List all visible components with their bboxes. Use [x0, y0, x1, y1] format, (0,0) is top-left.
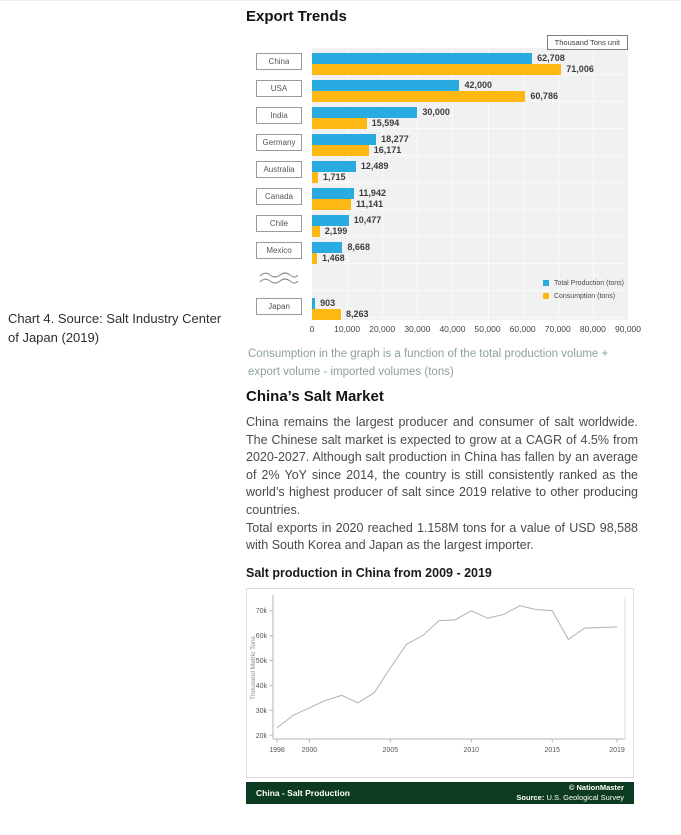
footer-chart-name: China - Salt Production [256, 788, 350, 798]
salt-production-line-chart [246, 588, 634, 778]
bar-line [312, 64, 628, 75]
country-label: Mexico [256, 242, 302, 259]
bar-row [246, 183, 628, 210]
legend [543, 280, 624, 300]
x-axis-tick: 0 [309, 324, 315, 334]
bar-line [312, 253, 628, 264]
bar-line [312, 107, 628, 118]
bar-group [312, 188, 628, 210]
bar-line [312, 118, 628, 129]
x-axis-tick: 30,000 [404, 324, 431, 334]
axis-break-icon [258, 270, 300, 288]
bar-value: 60,786 [530, 91, 558, 101]
bar-value: 62,708 [537, 53, 565, 63]
x-axis-tick: 70,000 [544, 324, 571, 334]
bar [312, 161, 356, 172]
y-tick-label: 30k [255, 707, 267, 715]
bar-group [312, 107, 628, 129]
export-bar-chart [246, 38, 641, 348]
bar-row [246, 156, 628, 183]
bar [312, 64, 561, 75]
country-label-cell [246, 134, 312, 156]
bar [312, 309, 341, 320]
bar-group [312, 134, 628, 156]
x-tick-label: 1998 [269, 747, 285, 754]
x-axis-tick: 90,000 [615, 324, 641, 334]
y-tick-label: 20k [255, 732, 267, 740]
bar-line [312, 188, 628, 199]
country-label: Chile [256, 215, 302, 232]
line-chart-footer-bar [246, 782, 634, 804]
bar [312, 253, 317, 264]
bar-line [312, 298, 628, 309]
y-tick-label: 60k [255, 633, 267, 641]
bar-line [312, 80, 628, 91]
bar-value: 16,171 [373, 145, 402, 155]
x-axis-tick: 40,000 [439, 324, 466, 334]
bar [312, 107, 417, 118]
bar-row [246, 293, 628, 320]
bar-line [312, 242, 628, 253]
bar-row [246, 129, 628, 156]
x-axis-tick: 80,000 [579, 324, 606, 334]
bar-line [312, 161, 628, 172]
country-label: Canada [256, 188, 302, 205]
bar [312, 188, 354, 199]
bar-value: 15,594 [371, 118, 400, 128]
bar-line [312, 226, 628, 237]
section-title-china-salt-market: China’s Salt Market [246, 388, 384, 405]
y-axis-title: Thousand Metric Tons [250, 636, 257, 700]
bar-line [312, 145, 628, 156]
footer-brand: © NationMaster [568, 782, 624, 792]
bar-group [312, 53, 628, 75]
x-axis-tick: 50,000 [474, 324, 501, 334]
x-tick-label: 2019 [609, 747, 625, 754]
bar-value: 42,000 [464, 80, 492, 90]
bar-group [312, 80, 628, 102]
footer-source-value: U.S. Geological Survey [546, 793, 624, 802]
bar [312, 145, 369, 156]
bar-line [312, 309, 628, 320]
x-tick-label: 2000 [301, 747, 318, 754]
footer-attribution [516, 783, 624, 804]
bar-value: 30,000 [422, 107, 450, 117]
bar-value: 8,668 [347, 242, 370, 252]
bar-line [312, 53, 628, 64]
x-tick-label: 2015 [544, 747, 561, 754]
chart-caption: Chart 4. Source: Salt Industry Center of Japan (2019) [8, 311, 222, 345]
bar-value: 8,263 [346, 309, 369, 319]
bar-line [312, 172, 628, 183]
bar-value: 2,199 [324, 226, 348, 236]
bar [312, 199, 351, 210]
bar-value: 1,715 [323, 172, 346, 182]
bar-line [312, 91, 628, 102]
chart-note: Consumption in the graph is a function of the total production volume + export volume - imported volumes (tons) [248, 348, 609, 378]
bar [312, 172, 318, 183]
bar-chart-x-axis [246, 324, 641, 336]
x-tick-label: 2010 [463, 747, 480, 754]
bar-group [312, 242, 628, 264]
footer-source-label: Source: [516, 793, 545, 802]
bar-group [312, 215, 628, 237]
bar [312, 298, 315, 309]
country-label-cell [246, 80, 312, 102]
country-label: India [256, 107, 302, 124]
production-line-series [277, 606, 617, 728]
paragraph-1: China remains the largest producer and consumer of salt worldwide. The Chinese salt market is expected to grow at a CAGR of 4.5% from 2020-2027. Although salt production in China has fallen by an average of 2% YoY since 2014, the country is still consistently ranked as the world’s highest producer of salt since 2019 relative to other producing countries. [246, 415, 638, 517]
x-axis-tick: 20,000 [369, 324, 396, 334]
country-label: Germany [256, 134, 302, 151]
line-chart-title: Salt production in China from 2009 - 2019 [246, 566, 492, 580]
bar-value: 71,006 [566, 64, 594, 74]
country-label-cell [246, 107, 312, 129]
main-column [246, 0, 641, 835]
bar-value: 18,277 [381, 134, 409, 144]
bar-row [246, 102, 628, 129]
bar-line [312, 199, 628, 210]
bar-chart-rows [246, 48, 628, 320]
body-text [246, 414, 638, 555]
bar-line [312, 215, 628, 226]
country-label: Japan [256, 298, 302, 315]
country-label-cell [246, 242, 312, 264]
legend-swatch [543, 280, 549, 286]
bar-value: 10,477 [353, 215, 382, 225]
bar [312, 242, 342, 253]
bar [312, 91, 525, 102]
bar-row [246, 48, 628, 75]
bar [312, 80, 459, 91]
bar-value: 11,942 [358, 188, 386, 198]
bar-group [312, 161, 628, 183]
legend-label: Consumption (tons) [553, 292, 616, 300]
bar [312, 134, 376, 145]
axis-break-row [246, 264, 628, 300]
country-label-cell [246, 188, 312, 210]
bar-group [312, 298, 628, 320]
country-label-cell [246, 298, 312, 320]
country-label-cell [246, 215, 312, 237]
legend-label: Total Production (tons) [553, 279, 624, 287]
paragraph-2: Total exports in 2020 reached 1.158M tons for a value of USD 98,588 with South Korea and Japan as the largest importer. [246, 520, 638, 553]
bar [312, 53, 532, 64]
x-axis-tick: 60,000 [509, 324, 536, 334]
gridline [628, 48, 629, 320]
bar-value: 12,489 [360, 161, 389, 171]
bar [312, 226, 320, 237]
legend-item [543, 280, 624, 287]
line-chart-svg [247, 589, 633, 775]
country-label: USA [256, 80, 302, 97]
country-label: Australia [256, 161, 302, 178]
y-tick-label: 50k [255, 658, 267, 666]
y-tick-label: 70k [255, 608, 267, 616]
country-label-cell [246, 161, 312, 183]
bar-value: 903 [320, 298, 336, 308]
y-tick-label: 40k [255, 682, 267, 690]
bar [312, 215, 349, 226]
bar [312, 118, 367, 129]
x-tick-label: 2005 [382, 747, 399, 754]
bar-value: 11,141 [356, 199, 384, 209]
bar-line [312, 134, 628, 145]
bar-value: 1,468 [322, 253, 345, 263]
bar-row [246, 75, 628, 102]
country-label-cell [246, 53, 312, 75]
x-axis-tick: 10,000 [334, 324, 361, 334]
axis-break-cell [246, 270, 312, 288]
section-title-export-trends: Export Trends [246, 8, 347, 25]
country-label: China [256, 53, 302, 70]
bar-row [246, 237, 628, 264]
chart-unit-label: Thousand Tons unit [547, 35, 628, 50]
bar-row [246, 210, 628, 237]
